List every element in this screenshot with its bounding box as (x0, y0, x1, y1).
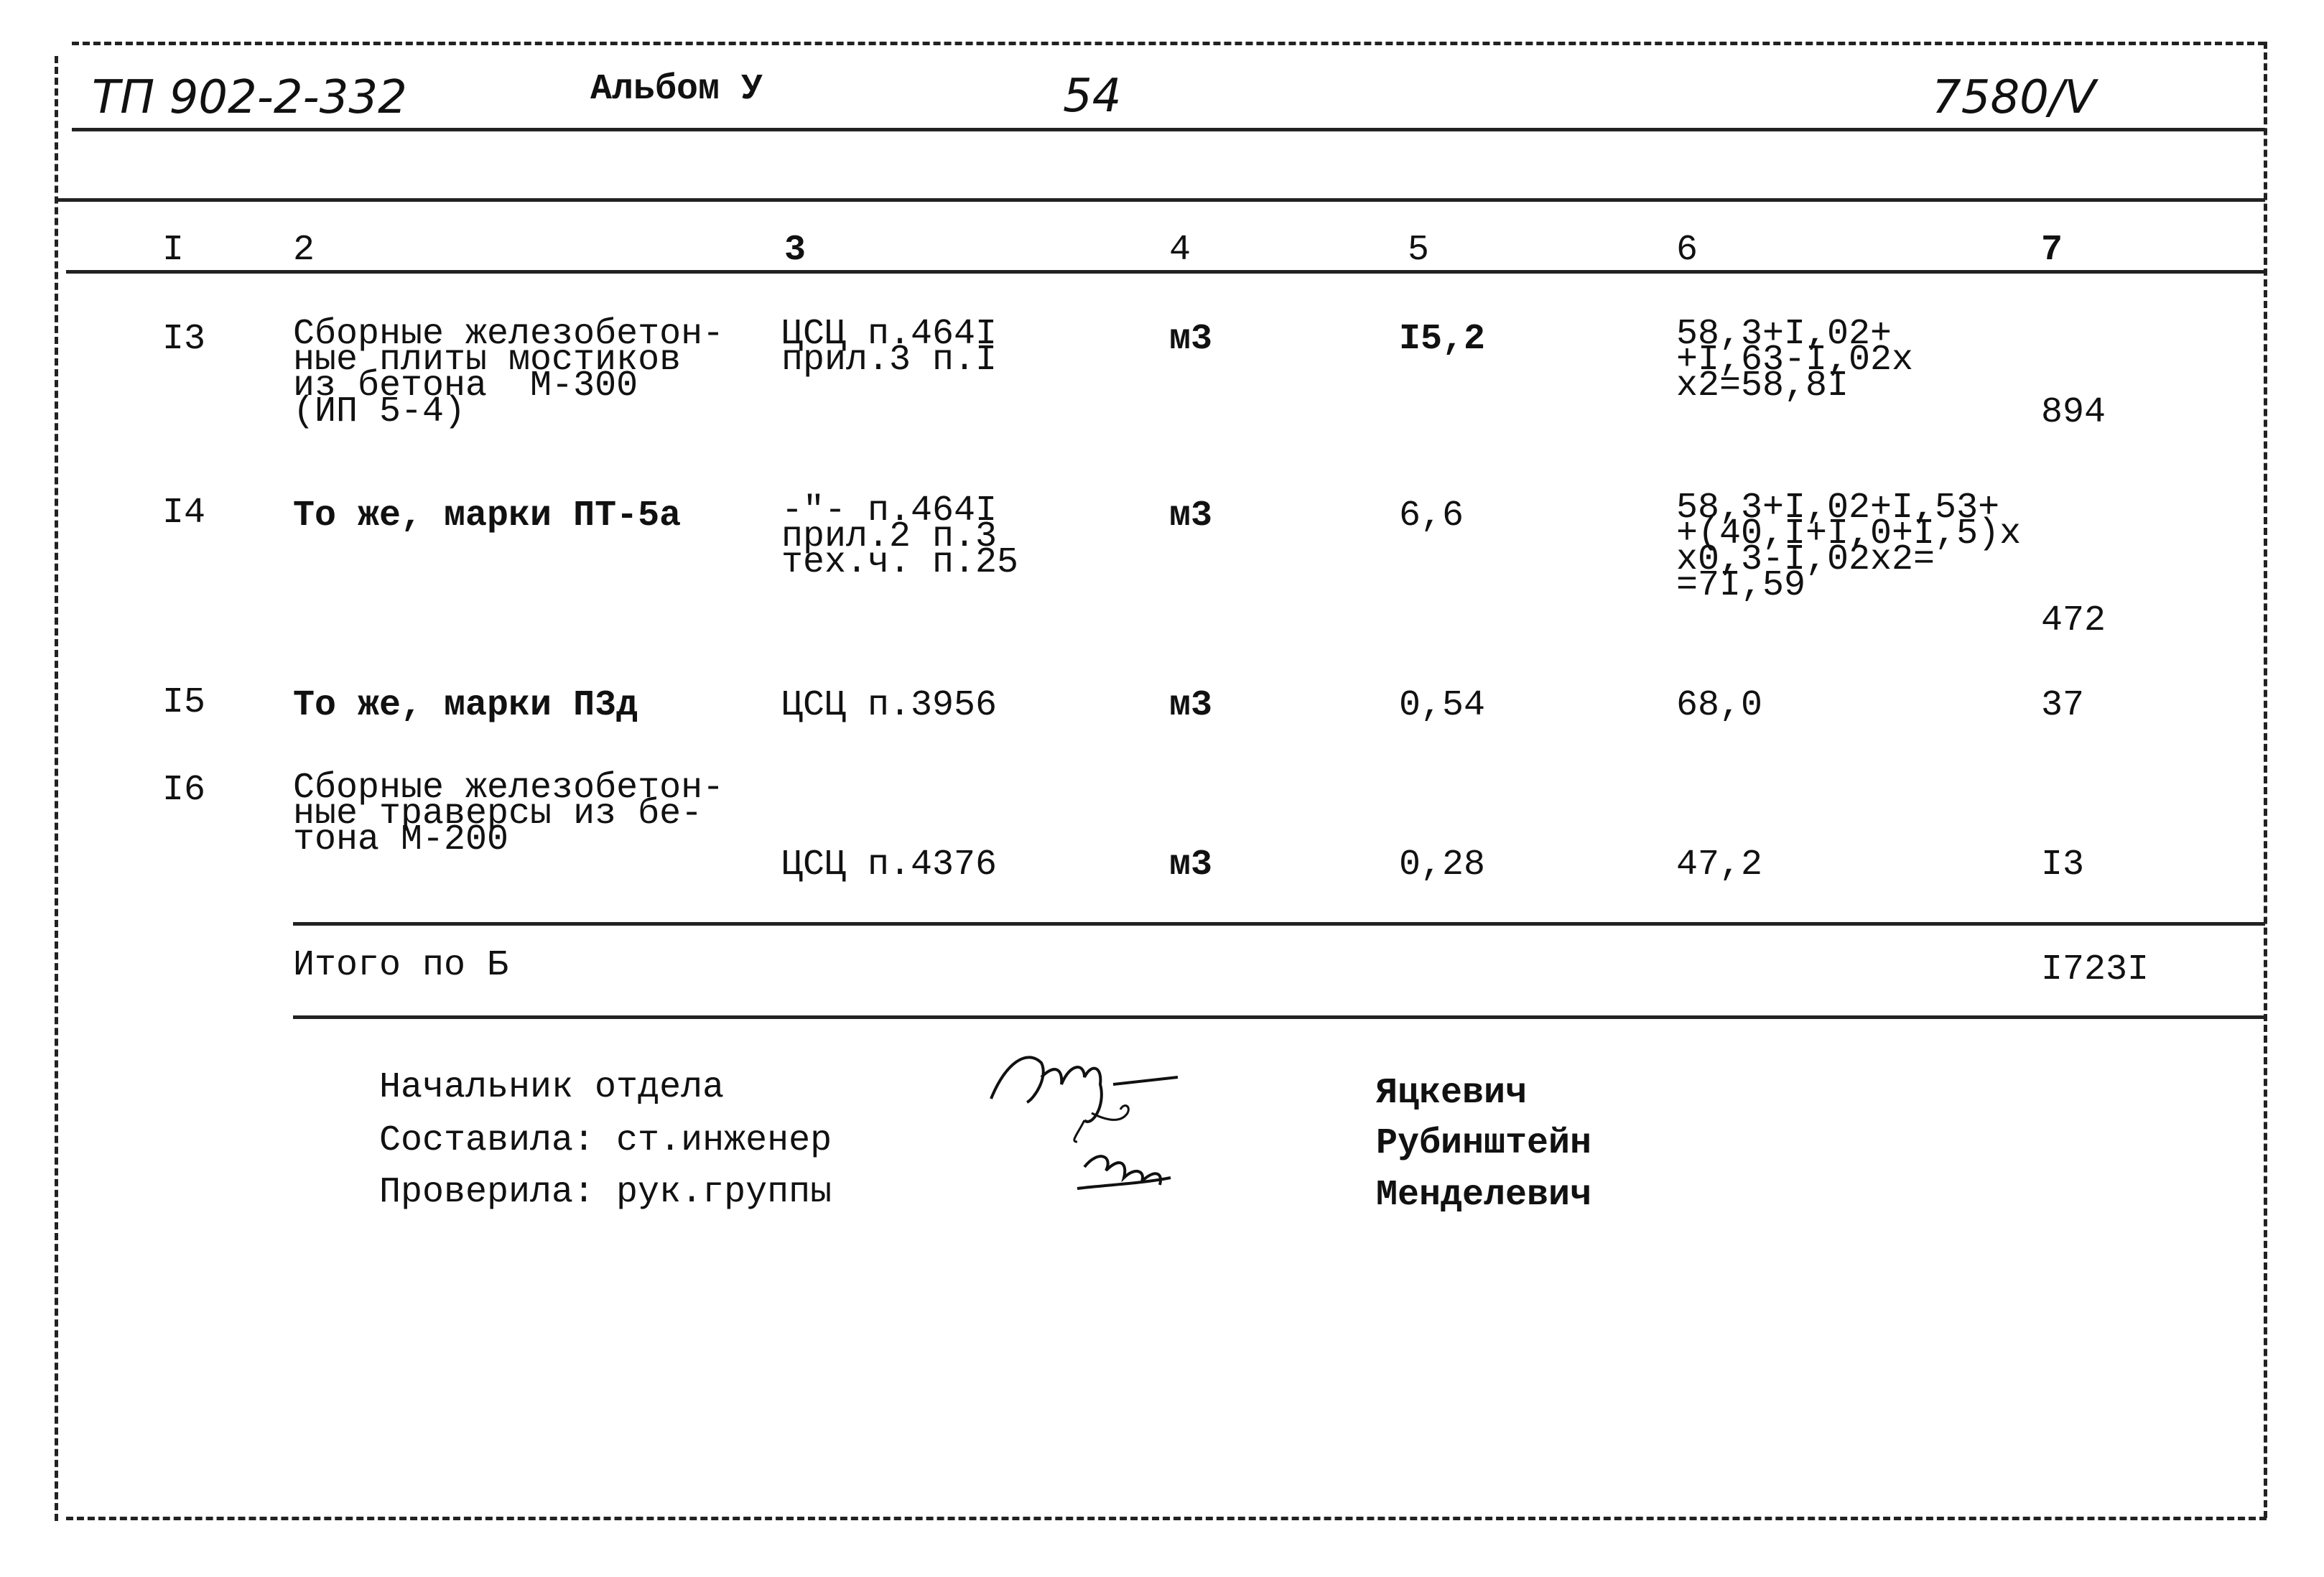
frame-top-border (72, 42, 2265, 45)
frame-bottom-border (66, 1517, 2267, 1520)
column-header-line (66, 270, 2265, 274)
row-qty: I5,2 (1399, 319, 1486, 360)
summary-bottom-line (293, 1015, 2265, 1019)
row-calc: 58,3+I,02+ +I,63-I,02x x2=58,8I (1676, 314, 1914, 406)
col-number-7: 7 (2041, 230, 2063, 271)
row-unit: м3 (1169, 685, 1213, 726)
row-num: I6 (162, 770, 206, 811)
signature-role: Проверила: рук.группы (379, 1172, 832, 1213)
row-unit: м3 (1169, 496, 1213, 536)
row-total: I3 (2041, 845, 2085, 885)
row-qty: 0,28 (1399, 845, 1486, 885)
inventory-number: 7580/V (1932, 71, 2096, 124)
row-name: То же, марки ПТ-5а (293, 496, 682, 536)
row-total: 37 (2041, 685, 2085, 726)
row-num: I5 (162, 682, 206, 723)
signature-role: Составила: ст.инженер (379, 1120, 832, 1161)
row-unit: м3 (1169, 845, 1213, 885)
row-total: 472 (2041, 600, 2106, 641)
handwritten-signatures (977, 1034, 1336, 1250)
col-number-6: 6 (1676, 230, 1698, 271)
row-num: I4 (162, 493, 206, 534)
summary-top-line (293, 922, 2265, 926)
signatory-name: Яцкевич (1376, 1073, 1528, 1114)
summary-label: Итого по Б (293, 945, 509, 986)
page-number: 54 (1063, 70, 1122, 123)
row-basis: -"- п.464I прил.2 п.3 тех.ч. п.25 (781, 490, 1019, 583)
doc-code: ТП 902-2-332 (92, 71, 407, 124)
row-qty: 6,6 (1399, 496, 1464, 536)
table-top-line (55, 198, 2265, 202)
col-number-3: 3 (784, 230, 807, 271)
signatory-name: Рубинштейн (1376, 1123, 1592, 1164)
row-name: Сборные железобетон- ные траверсы из бе- тона М-200 (293, 768, 725, 860)
summary-value: I723I (2041, 949, 2149, 990)
frame-left-border (55, 56, 58, 1521)
header-line (72, 128, 2265, 131)
row-name: То же, марки П3д (293, 685, 638, 726)
col-number-4: 4 (1169, 230, 1191, 271)
signatory-name: Менделевич (1376, 1175, 1592, 1216)
signature-role: Начальник отдела (379, 1067, 725, 1108)
row-calc: 68,0 (1676, 685, 1763, 726)
col-number-2: 2 (293, 230, 315, 271)
row-calc: 47,2 (1676, 845, 1763, 885)
album-label: Альбом У (590, 69, 763, 110)
row-unit: м3 (1169, 319, 1213, 360)
row-total: 894 (2041, 392, 2106, 433)
row-num: I3 (162, 319, 206, 360)
row-basis: ЦСЦ п.3956 (781, 685, 998, 726)
frame-right-border (2264, 42, 2267, 1518)
col-number-1: I (162, 230, 185, 271)
row-basis: ЦСЦ п.4376 (781, 845, 998, 885)
col-number-5: 5 (1408, 230, 1430, 271)
row-calc: 58,3+I,02+I,53+ +(40,I+I,0+I,5)x x0,3-I,02x2= =7I,59 (1676, 488, 2022, 606)
row-name: Сборные железобетон- ные плиты мостиков из бетона М-300 (ИП 5-4) (293, 314, 725, 432)
row-qty: 0,54 (1399, 685, 1486, 726)
row-basis: ЦСЦ п.464I прил.3 п.I (781, 314, 998, 381)
